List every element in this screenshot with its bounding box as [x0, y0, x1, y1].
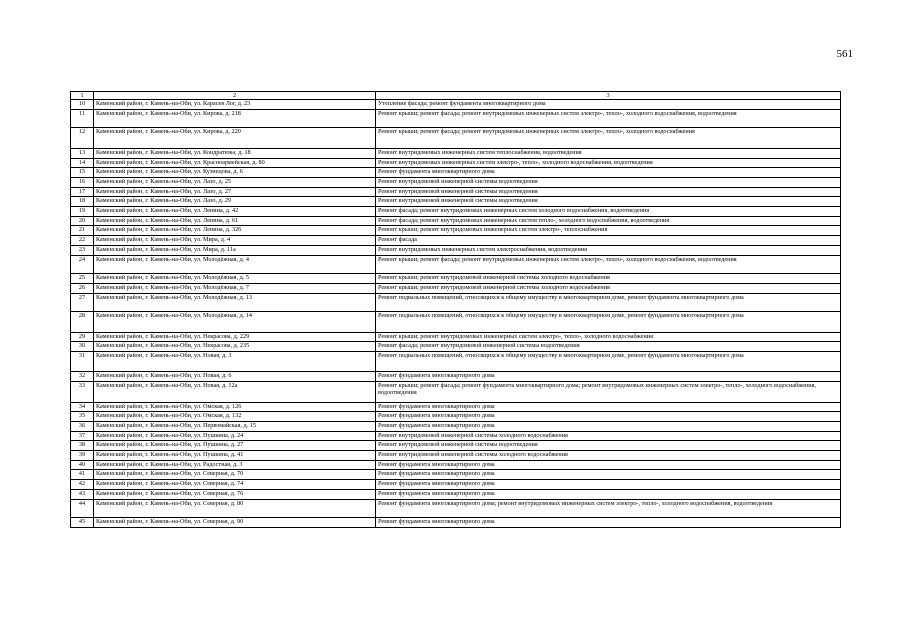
cell-number: 35	[71, 412, 94, 422]
cell-number: 11	[71, 109, 94, 128]
table-row	[71, 236, 841, 246]
table-row	[71, 187, 841, 197]
table-row	[71, 422, 841, 432]
cell-number: 23	[71, 245, 94, 255]
cell-number: 30	[71, 342, 94, 352]
cell-number: 24	[71, 255, 94, 274]
table-row	[71, 178, 841, 188]
cell-works: Ремонт крыши; ремонт фасада; ремонт внутридомовых инженерных систем электро-, тепло-, холодного водоснабжения, водоотведения	[376, 109, 841, 128]
cell-number: 13	[71, 148, 94, 158]
cell-address: Каменский район, г. Камень-на-Оби, ул. Новая, д. 12а	[94, 382, 376, 403]
cell-number: 18	[71, 197, 94, 207]
table-row	[71, 470, 841, 480]
column-header-works: 3	[376, 92, 841, 100]
cell-works: Ремонт фундамента многоквартирного дома	[376, 412, 841, 422]
cell-works: Ремонт крыши; ремонт фасада; ремонт фундамента многоквартирного дома; ремонт внутридомовых инженерных систем электро-, тепло-, холодного водоснабжения, водоотведения	[376, 382, 841, 403]
table-row	[71, 207, 841, 217]
cell-works: Ремонт внутридомовой инженерной системы водоотведения	[376, 178, 841, 188]
table-row	[71, 382, 841, 403]
cell-works: Ремонт фасада	[376, 236, 841, 246]
cell-works: Ремонт внутридомовой инженерной системы водоотведения	[376, 197, 841, 207]
cell-address: Каменский район, г. Камень-на-Оби, ул. Ленина, д. 42	[94, 207, 376, 217]
cell-address: Каменский район, г. Камень-на-Оби, ул. Пушкина, д. 27	[94, 441, 376, 451]
cell-address: Каменский район, г. Камень-на-Оби, ул. Первомайская, д. 15	[94, 422, 376, 432]
table-row	[71, 451, 841, 461]
cell-works: Ремонт фундамента многоквартирного дома	[376, 168, 841, 178]
table-row	[71, 332, 841, 342]
cell-works: Ремонт фундамента многоквартирного дома	[376, 489, 841, 499]
table-row	[71, 158, 841, 168]
cell-address: Каменский район, г. Камень-на-Оби, ул. Северная, д. 70	[94, 470, 376, 480]
cell-works: Утепление фасада; ремонт фундамента многоквартирного дома	[376, 100, 841, 110]
cell-works: Ремонт крыши; ремонт фасада; ремонт внутридомовых инженерных систем электро-, тепло-, холодного водоснабжения	[376, 128, 841, 149]
cell-works: Ремонт фасада; ремонт внутридомовой инженерной системы водоотведения	[376, 342, 841, 352]
table-body	[71, 100, 841, 528]
cell-works: Ремонт крыши; ремонт внутридомовых инженерных систем электро-, теплоснабжения	[376, 226, 841, 236]
cell-address: Каменский район, г. Камень-на-Оби, ул. Лазо, д. 29	[94, 197, 376, 207]
table-row	[71, 245, 841, 255]
cell-number: 25	[71, 274, 94, 284]
cell-number: 17	[71, 187, 94, 197]
cell-works: Ремонт фундамента многоквартирного дома	[376, 480, 841, 490]
cell-address: Каменский район, г. Камень-на-Оби, ул. Молодёжная, д. 4	[94, 255, 376, 274]
cell-number: 20	[71, 216, 94, 226]
cell-works: Ремонт крыши; ремонт фасада; ремонт внутридомовых инженерных систем электро-, тепло-, холодного водоснабжения, водоотведения	[376, 255, 841, 274]
cell-number: 44	[71, 499, 94, 518]
cell-works: Ремонт крыши; ремонт внутридомовой инженерной системы холодного водоснабжения	[376, 283, 841, 293]
cell-address: Каменский район, г. Камень-на-Оби, ул. Северная, д. 76	[94, 489, 376, 499]
cell-works: Ремонт фундамента многоквартирного дома	[376, 372, 841, 382]
table-row	[71, 372, 841, 382]
table-header	[71, 92, 841, 100]
cell-address: Каменский район, г. Камень-на-Оби, ул. Лазо, д. 27	[94, 187, 376, 197]
cell-number: 32	[71, 372, 94, 382]
table-row	[71, 216, 841, 226]
cell-address: Каменский район, г. Камень-на-Оби, ул. Северная, д. 74	[94, 480, 376, 490]
cell-number: 42	[71, 480, 94, 490]
table-row	[71, 293, 841, 312]
table-row	[71, 128, 841, 149]
cell-works: Ремонт внутридомовой инженерной системы водоотведения	[376, 187, 841, 197]
cell-number: 39	[71, 451, 94, 461]
cell-number: 19	[71, 207, 94, 217]
table-row	[71, 342, 841, 352]
cell-address: Каменский район, г. Камень-на-Оби, ул. Северная, д. 90	[94, 518, 376, 528]
cell-number: 36	[71, 422, 94, 432]
cell-number: 33	[71, 382, 94, 403]
cell-works: Ремонт внутридомовой инженерной системы холодного водоснабжения	[376, 451, 841, 461]
cell-works: Ремонт крыши; ремонт внутридомовой инженерной системы холодного водоснабжения	[376, 274, 841, 284]
cell-number: 26	[71, 283, 94, 293]
table-row	[71, 100, 841, 110]
cell-works: Ремонт внутридомовых инженерных систем теплоснабжения, водоотведения	[376, 148, 841, 158]
table-row	[71, 518, 841, 528]
cell-address: Каменский район, г. Камень-на-Оби, ул. Кирова, д. 220	[94, 128, 376, 149]
cell-works: Ремонт внутридомовой инженерной системы холодного водоснабжения	[376, 431, 841, 441]
cell-address: Каменский район, г. Камень-на-Оби, ул. Ленина, д. 61	[94, 216, 376, 226]
cell-number: 40	[71, 460, 94, 470]
page-number: 561	[836, 48, 853, 60]
cell-works: Ремонт фасада; ремонт внутридомовых инженерных систем тепло-, холодного водоснабжения, водоотведения	[376, 216, 841, 226]
cell-works: Ремонт крыши; ремонт внутридомовых инженерных систем электро-, тепло-, холодного водоснабжения	[376, 332, 841, 342]
cell-address: Каменский район, г. Камень-на-Оби, ул. Молодёжная, д. 7	[94, 283, 376, 293]
cell-number: 45	[71, 518, 94, 528]
table-row	[71, 499, 841, 518]
cell-number: 14	[71, 158, 94, 168]
table-row	[71, 312, 841, 333]
cell-address: Каменский район, г. Камень-на-Оби, ул. Лазо, д. 25	[94, 178, 376, 188]
cell-works: Ремонт внутридомовых инженерных систем электро-, тепло-, холодного водоснабжения, водоотведения	[376, 158, 841, 168]
cell-works: Ремонт фундамента многоквартирного дома	[376, 402, 841, 412]
cell-address: Каменский район, г. Камень-на-Оби, ул. Некрасова, д. 229	[94, 332, 376, 342]
table-row	[71, 109, 841, 128]
cell-address: Каменский район, г. Камень-на-Оби, ул. Радостная, д. 3	[94, 460, 376, 470]
table-row	[71, 489, 841, 499]
cell-address: Каменский район, г. Камень-на-Оби, ул. Омская, д. 132	[94, 412, 376, 422]
cell-number: 22	[71, 236, 94, 246]
cell-number: 38	[71, 441, 94, 451]
cell-address: Каменский район, г. Камень-на-Оби, ул. Пушкина, д. 24	[94, 431, 376, 441]
cell-number: 12	[71, 128, 94, 149]
cell-works: Ремонт фундамента многоквартирного дома	[376, 460, 841, 470]
cell-works: Ремонт подвальных помещений, относящихся к общему имуществу в многоквартирном доме, ремонт фундамента многоквартирного дома	[376, 293, 841, 312]
cell-address: Каменский район, г. Камень-на-Оби, ул. Кирова, д. 218	[94, 109, 376, 128]
cell-address: Каменский район, г. Камень-на-Оби, ул. Новая, д. 3	[94, 351, 376, 372]
table-row	[71, 274, 841, 284]
cell-address: Каменский район, г. Камень-на-Оби, ул. Красноармейская, д. 80	[94, 158, 376, 168]
cell-number: 27	[71, 293, 94, 312]
cell-number: 37	[71, 431, 94, 441]
table-row	[71, 480, 841, 490]
cell-number: 16	[71, 178, 94, 188]
table-row	[71, 402, 841, 412]
cell-address: Каменский район, г. Камень-на-Оби, ул. Северная, д. 80	[94, 499, 376, 518]
cell-works: Ремонт фундамента многоквартирного дома; ремонт внутридомовых инженерных систем электро-, тепло-, холодного водоснабжения, водоотведения	[376, 499, 841, 518]
table-row	[71, 168, 841, 178]
cell-address: Каменский район, г. Камень-на-Оби, ул. Молодёжная, д. 13	[94, 293, 376, 312]
cell-address: Каменский район, г. Камень-на-Оби, ул. Молодёжная, д. 5	[94, 274, 376, 284]
registry-table	[70, 91, 841, 528]
cell-number: 28	[71, 312, 94, 333]
cell-number: 43	[71, 489, 94, 499]
table-row	[71, 148, 841, 158]
cell-works: Ремонт подвальных помещений, относящихся к общему имуществу в многоквартирном доме, ремонт фундамента многоквартирного дома	[376, 351, 841, 372]
column-header-number: 1	[71, 92, 94, 100]
cell-number: 31	[71, 351, 94, 372]
table-row	[71, 283, 841, 293]
cell-number: 15	[71, 168, 94, 178]
cell-address: Каменский район, г. Камень-на-Оби, ул. Кондратюка, д. 18	[94, 148, 376, 158]
table-row	[71, 460, 841, 470]
cell-address: Каменский район, г. Камень-на-Оби, ул. Новая, д. 6	[94, 372, 376, 382]
cell-works: Ремонт фундамента многоквартирного дома	[376, 518, 841, 528]
column-header-address: 2	[94, 92, 376, 100]
table-row	[71, 351, 841, 372]
cell-works: Ремонт фасада; ремонт внутридомовых инженерных систем холодного водоснабжения, водоотведения	[376, 207, 841, 217]
cell-works: Ремонт подвальных помещений, относящихся к общему имуществу в многоквартирном доме, ремонт фундамента многоквартирного дома	[376, 312, 841, 333]
cell-address: Каменский район, г. Камень-на-Оби, ул. Мира, д. 11а	[94, 245, 376, 255]
cell-address: Каменский район, г. Камень-на-Оби, ул. Ленина, д. 326	[94, 226, 376, 236]
cell-number: 29	[71, 332, 94, 342]
cell-number: 41	[71, 470, 94, 480]
cell-works: Ремонт внутридомовой инженерной системы водоотведения	[376, 441, 841, 451]
cell-works: Ремонт фундамента многоквартирного дома	[376, 422, 841, 432]
cell-address: Каменский район, г. Камень-на-Оби, ул. Мира, д. 4	[94, 236, 376, 246]
cell-works: Ремонт внутридомовых инженерных систем электроснабжения, водоотведения	[376, 245, 841, 255]
cell-number: 21	[71, 226, 94, 236]
table-row	[71, 441, 841, 451]
table-row	[71, 412, 841, 422]
table-row	[71, 431, 841, 441]
table-row	[71, 226, 841, 236]
cell-address: Каменский район, г. Камень-на-Оби, ул. Омская, д. 126	[94, 402, 376, 412]
table-row	[71, 197, 841, 207]
cell-address: Каменский район, г. Камень-на-Оби, ул. Пушкина, д. 41	[94, 451, 376, 461]
cell-number: 10	[71, 100, 94, 110]
cell-address: Каменский район, г. Камень-на-Оби, ул. Некрасова, д. 235	[94, 342, 376, 352]
cell-works: Ремонт фундамента многоквартирного дома	[376, 470, 841, 480]
cell-address: Каменский район, г. Камень-на-Оби, ул. Молодёжная, д. 14	[94, 312, 376, 333]
cell-address: Каменский район, г. Камень-на-Оби, ул. Кузнецова, д. 6	[94, 168, 376, 178]
cell-address: Каменский район, г. Камень-на-Оби, ул. Карасев Лог, д. 23	[94, 100, 376, 110]
cell-number: 34	[71, 402, 94, 412]
table-row	[71, 255, 841, 274]
